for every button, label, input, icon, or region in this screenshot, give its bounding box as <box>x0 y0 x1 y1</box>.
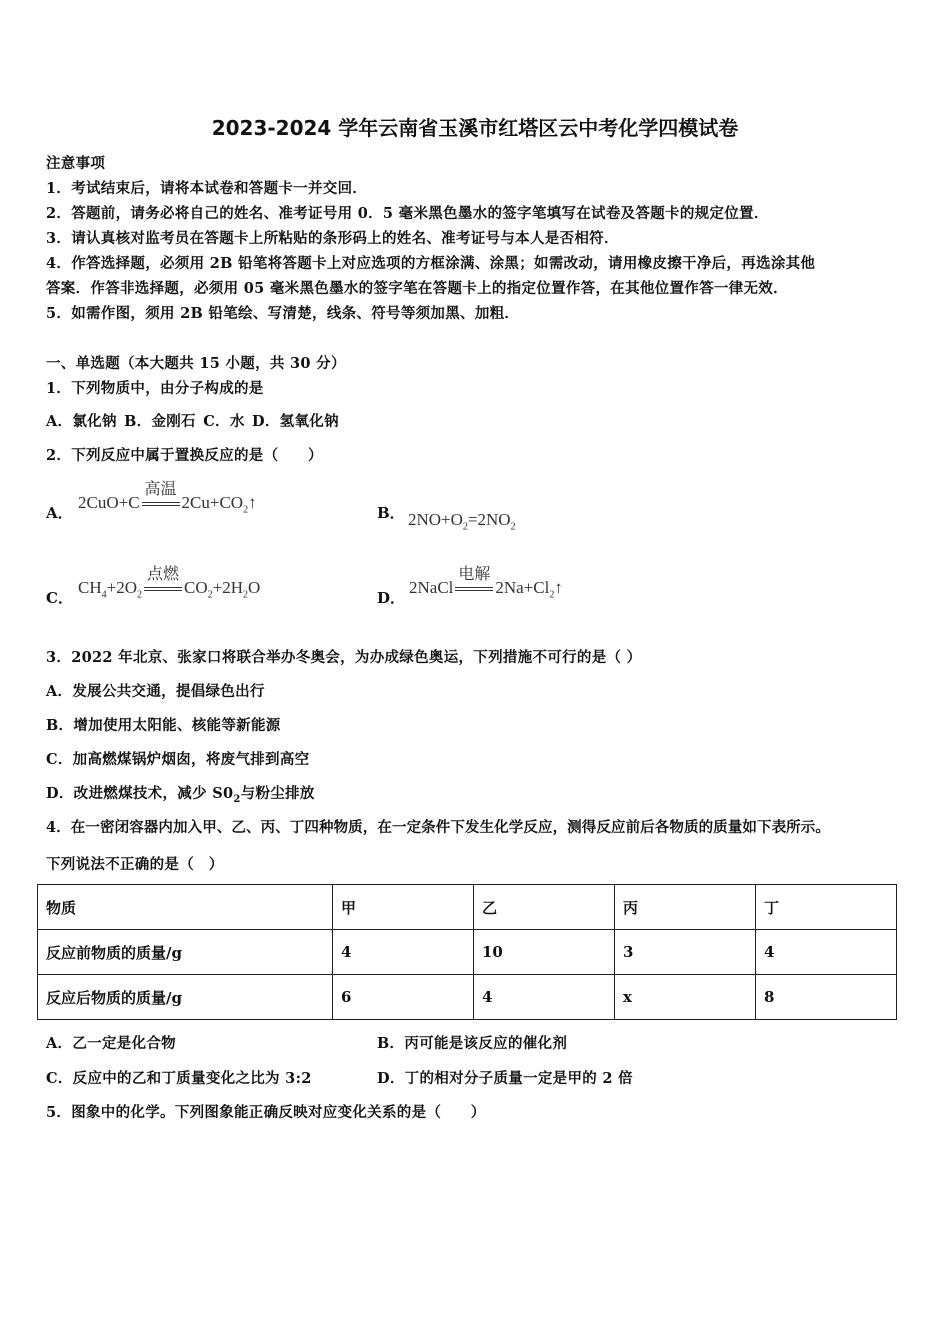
condition-text: 高温 <box>144 481 177 498</box>
page-title: 2023-2024 学年云南省玉溪市红塔区云中考化学四模试卷 <box>211 116 739 140</box>
question-4-stem-2: 下列说法不正确的是（ ） <box>46 856 224 873</box>
table-cell: 乙 <box>474 885 615 930</box>
equals-sign <box>142 502 180 506</box>
table-cell: x <box>615 975 756 1020</box>
question-4-option-b: B．丙可能是该反应的催化剂 <box>377 1035 568 1052</box>
question-4-option-c: C．反应中的乙和丁质量变化之比为 3:2 <box>46 1070 312 1087</box>
condition-text: 电解 <box>458 566 491 583</box>
option-d-text-end: 与粉尘排放 <box>240 785 315 802</box>
condition-text: 点燃 <box>146 566 179 583</box>
table-row <box>38 930 897 975</box>
equation-d: 2NaCl 电解 $2Na+Cl_2↑$ <box>409 566 563 601</box>
question-3-option-d <box>46 782 315 805</box>
notice-item: 1．考试结束后，请将本试卷和答题卡一并交回． <box>46 180 368 197</box>
notice-item: 4．作答选择题，必须用 2B 铅笔将答题卡上对应选项的方框涂满、涂黑；如需改动，请用橡皮擦干净后，再选涂其他 <box>46 255 816 272</box>
notice-heading: 注意事项 <box>46 155 106 172</box>
table-cell: 6 <box>333 975 474 1020</box>
table-cell: 反应后物质的质量/g <box>38 975 333 1020</box>
table-cell: 4 <box>474 975 615 1020</box>
table-cell: 甲 <box>333 885 474 930</box>
table-header-row <box>38 885 897 930</box>
table-cell: 丙 <box>615 885 756 930</box>
question-4-option-d: D．丁的相对分子质量一定是甲的 2 倍 <box>377 1070 633 1087</box>
question-1-stem: 1．下列物质中，由分子构成的是 <box>46 380 264 397</box>
option-b-label: B． <box>377 504 405 522</box>
table-cell: 丁 <box>756 885 897 930</box>
equation-b: $2NO+O_2=2NO_2$ <box>408 510 516 533</box>
question-3-option-b: B．增加使用太阳能、核能等新能源 <box>46 717 281 734</box>
table-cell: 物质 <box>38 885 333 930</box>
question-1-options: A．氯化钠 B．金刚石 C．水 D．氢氧化钠 <box>46 413 339 430</box>
table-cell: 反应前物质的质量/g <box>38 930 333 975</box>
table-cell: 4 <box>756 930 897 975</box>
equation-a: 2CuO+C 高温 $2Cu+CO_2↑$ <box>78 481 257 516</box>
question-2-stem: 2．下列反应中属于置换反应的是（ ） <box>46 447 323 464</box>
option-d-text: D．改进燃煤技术，减少 S0 <box>46 785 234 802</box>
table-cell: 3 <box>615 930 756 975</box>
subscript: 2 <box>233 793 241 805</box>
table-cell: 10 <box>474 930 615 975</box>
question-3-stem: 3．2022 年北京、张家口将联合举办冬奥会，为办成绿色奥运，下列措施不可行的是（ ） <box>46 649 642 666</box>
table-cell: 8 <box>756 975 897 1020</box>
section-heading: 一、单选题（本大题共 15 小题，共 30 分） <box>46 355 346 372</box>
notice-item: 答案．作答非选择题，必须用 05 毫米黑色墨水的签字笔在答题卡上的指定位置作答，在其他位置作答一律无效． <box>46 280 788 297</box>
question-3-option-c: C．加高燃煤锅炉烟囱，将废气排到高空 <box>46 751 310 768</box>
table-cell: 4 <box>333 930 474 975</box>
equals-sign <box>455 587 493 591</box>
table-row <box>38 975 897 1020</box>
notice-item: 3．请认真核对监考员在答题卡上所粘贴的条形码上的姓名、准考证号与本人是否相符． <box>46 230 619 247</box>
equation-c: $CH_4+2O_2$ 点燃 $CO_2+2H_2O$ <box>78 566 261 601</box>
question-4-stem: 4．在一密闭容器内加入甲、乙、丙、丁四种物质，在一定条件下发生化学反应，测得反应前后各物质的质量如下表所示。 <box>46 819 830 836</box>
option-d-label: D． <box>377 589 406 607</box>
mass-table <box>37 884 897 1020</box>
notice-item: 5．如需作图，须用 2B 铅笔绘、写清楚，线条、符号等须加黑、加粗． <box>46 305 520 322</box>
notice-item: 2．答题前，请务必将自己的姓名、准考证号用 0．5 毫米黑色墨水的签字笔填写在试卷及答题卡的规定位置． <box>46 205 769 222</box>
question-3-option-a: A．发展公共交通，提倡绿色出行 <box>46 683 265 700</box>
question-4-option-a: A．乙一定是化合物 <box>46 1035 176 1052</box>
option-c-label: C． <box>46 589 73 607</box>
question-5-stem: 5．图象中的化学。下列图象能正确反映对应变化关系的是（ ） <box>46 1104 486 1121</box>
option-a-label: A． <box>46 504 73 522</box>
equals-sign <box>144 587 182 591</box>
